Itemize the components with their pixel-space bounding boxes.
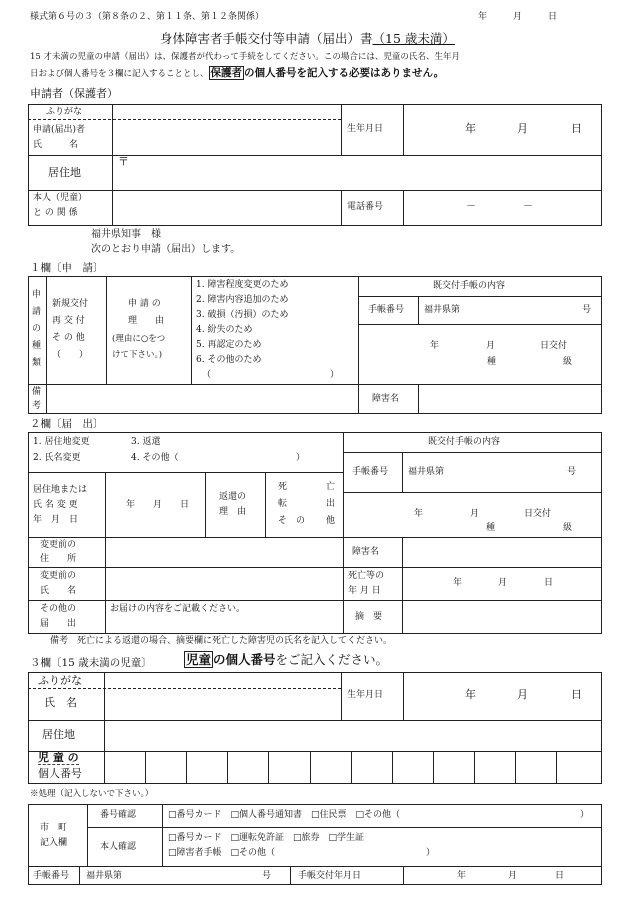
statement: 次のとおり申請（届出）します。 xyxy=(91,244,241,255)
id-check-options-2[interactable]: □障害者手帳 □その他（ xyxy=(168,848,276,858)
number-check-options[interactable]: □番号カード □個人番号通知書 □住民票 □その他（ xyxy=(168,810,401,820)
section2-heading: ２欄〔届 出〕 xyxy=(30,418,104,430)
reason-1[interactable]: 1. 障害程度変更のため xyxy=(196,280,289,290)
applicant-birth-field[interactable] xyxy=(404,105,601,154)
prev-name-label: 変更前の xyxy=(40,571,77,581)
issued-handbook-title-2: 既交付手帳の内容 xyxy=(428,437,501,447)
applicant-address-field[interactable] xyxy=(113,156,601,189)
intro-line2: 日および個人番号を３欄に記入することとし、 保護者 の個人番号を記入する必要はありません。 xyxy=(30,67,445,79)
summary-label: 摘 要 xyxy=(355,612,383,622)
applicant-name-label: 申請(届出)者 xyxy=(33,125,86,135)
phone-field[interactable] xyxy=(404,191,601,225)
return-reason-label: 返還の xyxy=(219,492,247,502)
reason-3[interactable]: 3. 破損（汚損）のため xyxy=(196,310,289,320)
type-new[interactable]: 新規交付 xyxy=(52,299,89,309)
office-handbook-number-label: 手帳番号 xyxy=(33,871,70,881)
id-check-options[interactable]: □番号カード □運転免許証 □旅券 □学生証 xyxy=(168,833,365,843)
intro-line1: 15 才未満の児童の申請（届出）は、保護者が代わって手続をしてください。この場合には、児童の氏名、生年月 xyxy=(30,52,460,62)
applicant-birth-label: 生年月日 xyxy=(347,124,384,134)
section2-note: 備考 死亡による返還の場合、摘要欄に死亡した障害児の氏名を記入してください。 xyxy=(50,636,393,646)
notify-name-change[interactable]: 2. 氏名変更 xyxy=(33,453,81,463)
relation-field[interactable] xyxy=(113,191,340,225)
disability-field[interactable] xyxy=(419,385,601,413)
change-date-field[interactable]: 年 月 日 xyxy=(126,500,190,510)
reason-4[interactable]: 4. 紛失のため xyxy=(196,325,253,335)
postal-mark: 〒 xyxy=(118,155,129,168)
reason-2[interactable]: 2. 障害内容追加のため xyxy=(196,295,289,305)
section3-heading: ３欄〔15 歳未満の児童〕 xyxy=(30,657,152,669)
child-birth-field[interactable] xyxy=(404,673,601,719)
applicant-address-label: 居住地 xyxy=(48,166,81,179)
child-address-label: 居住地 xyxy=(42,728,75,741)
summary-field[interactable] xyxy=(403,601,601,633)
reason-label: 申 請 の xyxy=(128,299,161,309)
form-number: 様式第６号の３（第８条の２、第１１条、第１２条関係） xyxy=(30,12,265,22)
section1-heading: １欄〔申 請〕 xyxy=(30,262,104,274)
issue-date-label: 手帳交付年月日 xyxy=(298,871,362,881)
applicant-heading: 申請者（保護者） xyxy=(30,87,118,100)
handbook-number-label: 手帳番号 xyxy=(368,305,405,315)
reason-6[interactable]: 6. その他のため xyxy=(196,355,262,365)
type-other[interactable]: そ の 他 xyxy=(52,333,85,343)
child-name-label: 氏 名 xyxy=(44,696,77,709)
issued-handbook-title: 既交付手帳の内容 xyxy=(433,281,506,291)
notify-address-change[interactable]: 1. 居住地変更 xyxy=(33,437,90,447)
reason-5[interactable]: 5. 再認定のため xyxy=(196,340,262,350)
header-month: 月 xyxy=(513,12,523,22)
disability-label: 障害名 xyxy=(372,394,400,404)
page-title: 身体障害者手帳交付等申請（届出）書（15 歳未満） xyxy=(160,31,455,46)
applicant-name-field[interactable] xyxy=(113,120,340,154)
relation-label: 本人（児童） xyxy=(33,193,88,203)
child-address-field[interactable] xyxy=(105,721,601,750)
disability-label-2: 障害名 xyxy=(352,547,380,557)
city-section-label: 市 町 xyxy=(40,823,68,833)
office-note: ※処理（記入しないで下さい。） xyxy=(30,789,154,799)
remarks-label: 備 xyxy=(32,387,42,397)
prev-name-field[interactable] xyxy=(106,568,342,599)
type-reissue[interactable]: 再 交 付 xyxy=(52,316,85,326)
id-check-label: 本人確認 xyxy=(100,842,137,852)
addressee: 福井県知事 様 xyxy=(91,229,161,240)
notify-other[interactable]: 4. その他（ xyxy=(131,453,179,463)
disability-field-2[interactable] xyxy=(403,538,601,566)
remarks-field[interactable] xyxy=(47,385,357,413)
reason-note: (理由に○をつ xyxy=(112,334,166,344)
other-notify-label: その他の xyxy=(40,604,77,614)
header-day: 日 xyxy=(548,12,558,22)
death-date-label: 死亡等の xyxy=(348,571,385,581)
child-name-field[interactable] xyxy=(105,689,340,719)
child-furigana-label: ふりがな xyxy=(38,674,82,687)
applicant-furigana-label: ふりがな xyxy=(46,107,83,117)
child-birth-label: 生年月日 xyxy=(347,690,384,700)
phone-label: 電話番号 xyxy=(347,202,384,212)
child-number-label: 児 童 の xyxy=(38,751,79,764)
other-notify-field[interactable]: お届けの内容をご記載ください。 xyxy=(110,604,246,614)
handbook-number-label-2: 手帳番号 xyxy=(352,467,389,477)
section3-instruction: 児童 の個人番号をご記入ください。 xyxy=(186,652,389,667)
number-check-label: 番号確認 xyxy=(100,810,137,820)
prev-address-field[interactable] xyxy=(106,538,342,566)
prev-address-label: 変更前の xyxy=(40,540,77,550)
change-date-label: 居住地または xyxy=(33,485,88,495)
notify-return[interactable]: 3. 返還 xyxy=(131,437,161,447)
header-year: 年 xyxy=(478,12,488,22)
